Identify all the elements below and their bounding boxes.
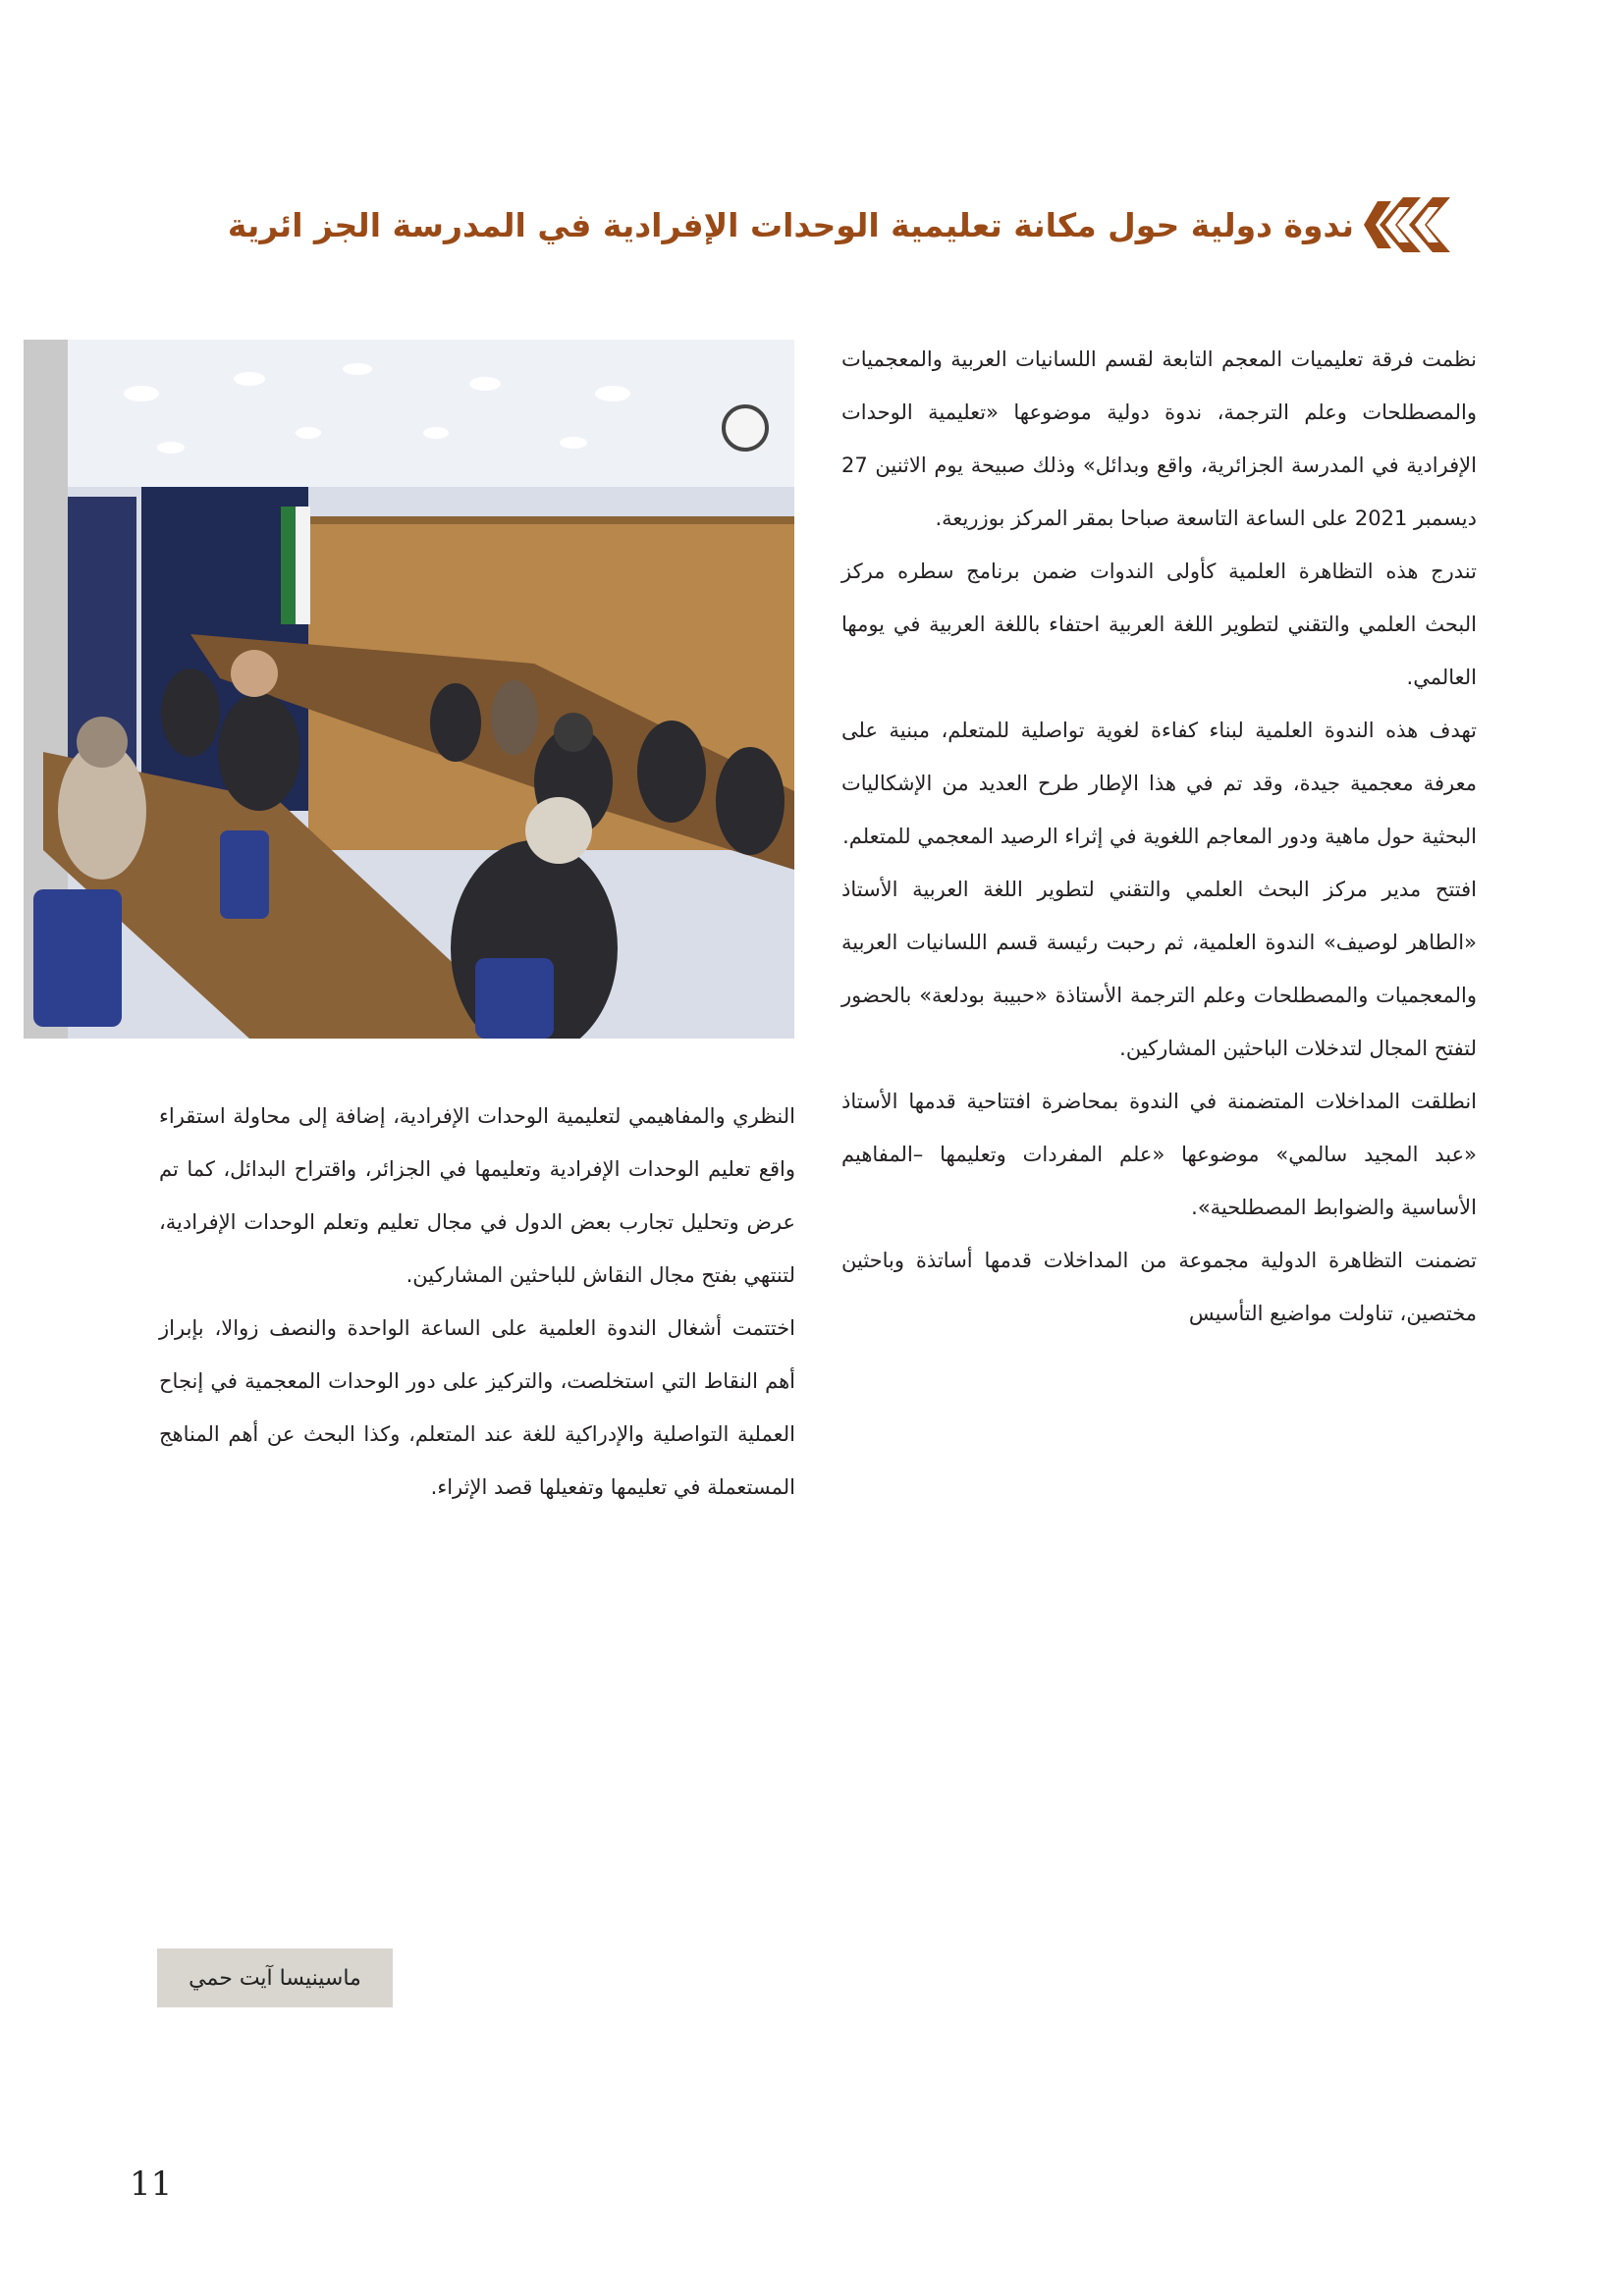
paragraph: انطلقت المداخلات المتضمنة في الندوة بمحاضرة افتتاحية قدمها الأستاذ «عبد المجيد سالمي» موضوعها «علم المفردات وتعليمها –المفاهيم الأساسية والضوابط المصطلحية». bbox=[841, 1090, 1477, 1219]
paragraph: تضمنت التظاهرة الدولية مجموعة من المداخلات قدمها أساتذة وباحثين مختصين، تناولت مواضيع التأسيس bbox=[841, 1249, 1477, 1325]
article-header bbox=[176, 190, 1452, 259]
paragraph: اختتمت أشغال الندوة العلمية على الساعة الواحدة والنصف زوالا، بإبراز أهم النقاط التي استخلصت، والتركيز على دور الوحدات المعجمية في إنجاح العملية التواصلية والإدراكية للغة عند المتعلم، وكذا البحث عن أهم المناهج المستعملة في تعليمها وتفعيلها قصد الإثراء. bbox=[159, 1316, 795, 1499]
right-text-column bbox=[841, 333, 1477, 1340]
author-name: ماسينيسا آيت حمي bbox=[189, 1965, 361, 1991]
paragraph: النظري والمفاهيمي لتعليمية الوحدات الإفرادية، إضافة إلى محاولة استقراء واقع تعليم الوحدات الإفرادية وتعليمها في الجزائر، واقتراح البدائل، كما تم عرض وتحليل تجارب بعض الدول في مجال تعليم وتعلم الوحدات الإفرادية، لتنتهي بفتح مجال النقاش للباحثين المشاركين. bbox=[159, 1104, 795, 1287]
left-text-column bbox=[159, 1090, 795, 1514]
paragraph: نظمت فرقة تعليميات المعجم التابعة لقسم اللسانيات العربية والمعجميات والمصطلحات وعلم الترجمة، ندوة دولية موضوعها «تعليمية الوحدات الإفرادية في المدرسة الجزائرية، واقع وبدائل» وذلك صبيحة يوم الاثنين 27 ديسمبر 2021 على الساعة التاسعة صباحا بمقر المركز بوزريعة. bbox=[841, 347, 1477, 530]
triple-chevron-left-icon bbox=[1364, 193, 1452, 256]
seminar-photo bbox=[24, 340, 794, 1039]
page-number: 11 bbox=[130, 2164, 173, 2204]
article-title: ندوة دولية حول مكانة تعليمية الوحدات الإفرادية في المدرسة الجز ائرية bbox=[227, 205, 1354, 244]
paragraph: تندرج هذه التظاهرة العلمية كأولى الندوات ضمن برنامج سطره مركز البحث العلمي والتقني لتطوير اللغة العربية احتفاء باللغة العربية في يومها العالمي. bbox=[841, 560, 1477, 689]
paragraph: افتتح مدير مركز البحث العلمي والتقني لتطوير اللغة العربية الأستاذ «الطاهر لوصيف» الندوة العلمية، ثم رحبت رئيسة قسم اللسانيات العربية والمعجميات والمصطلحات وعلم الترجمة الأستاذة «حبيبة بودلعة» بالحضور لتفتح المجال لتدخلات الباحثين المشاركين. bbox=[841, 878, 1477, 1060]
author-box bbox=[157, 1949, 393, 2007]
paragraph: تهدف هذه الندوة العلمية لبناء كفاءة لغوية تواصلية للمتعلم، مبنية على معرفة معجمية جيدة، وقد تم في هذا الإطار طرح العديد من الإشكاليات البحثية حول ماهية ودور المعاجم اللغوية في إثراء الرصيد المعجمي للمتعلم. bbox=[841, 719, 1477, 848]
